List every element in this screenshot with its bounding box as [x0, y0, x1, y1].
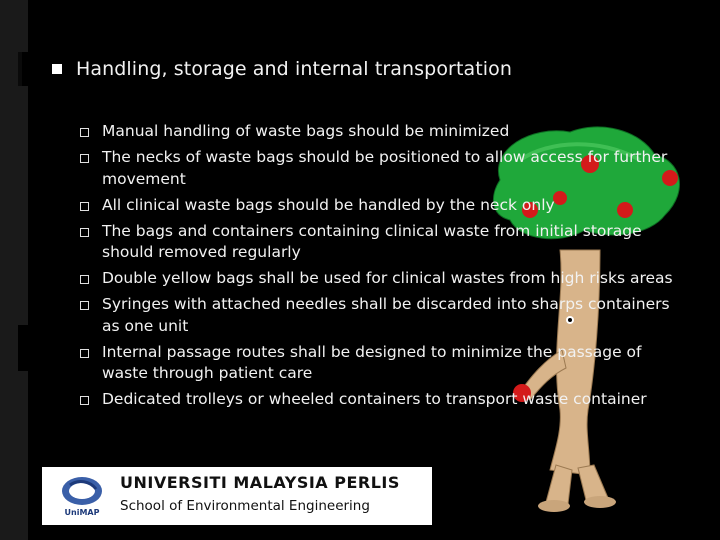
square-bullet-icon [80, 202, 89, 211]
side-accent-bar [18, 325, 28, 371]
bullet-list [80, 121, 690, 415]
list-item: Syringes with attached needles shall be discarded into sharps containers as one unit [80, 294, 690, 337]
list-item: Internal passage routes shall be designed to minimize the passage of waste through patient care [80, 342, 690, 385]
list-item: Dedicated trolleys or wheeled containers to transport waste container [80, 389, 690, 411]
square-bullet-icon [80, 154, 89, 163]
title-bullet-icon [52, 64, 62, 74]
square-bullet-icon [80, 275, 89, 284]
school-name: School of Environmental Engineering [120, 498, 370, 514]
list-item: All clinical waste bags should be handled by the neck only [80, 195, 690, 217]
university-name: UNIVERSITI MALAYSIA PERLIS [120, 473, 400, 492]
square-bullet-icon [80, 128, 89, 137]
slide-title: Handling, storage and internal transportation [76, 58, 513, 80]
square-bullet-icon [80, 228, 89, 237]
slide-title-row [52, 58, 512, 80]
svg-text:UniMAP: UniMAP [64, 508, 100, 517]
list-item: The necks of waste bags should be positioned to allow access for further movement [80, 147, 690, 190]
list-item: Double yellow bags shall be used for clinical wastes from high risks areas [80, 268, 690, 290]
university-logo-banner [42, 467, 432, 525]
title-accent-bar [18, 52, 32, 86]
unimap-emblem-icon [56, 473, 108, 519]
list-item: Manual handling of waste bags should be minimized [80, 121, 690, 143]
square-bullet-icon [80, 396, 89, 405]
list-item: The bags and containers containing clinical waste from initial storage should removed regularly [80, 221, 690, 264]
square-bullet-icon [80, 349, 89, 358]
square-bullet-icon [80, 301, 89, 310]
